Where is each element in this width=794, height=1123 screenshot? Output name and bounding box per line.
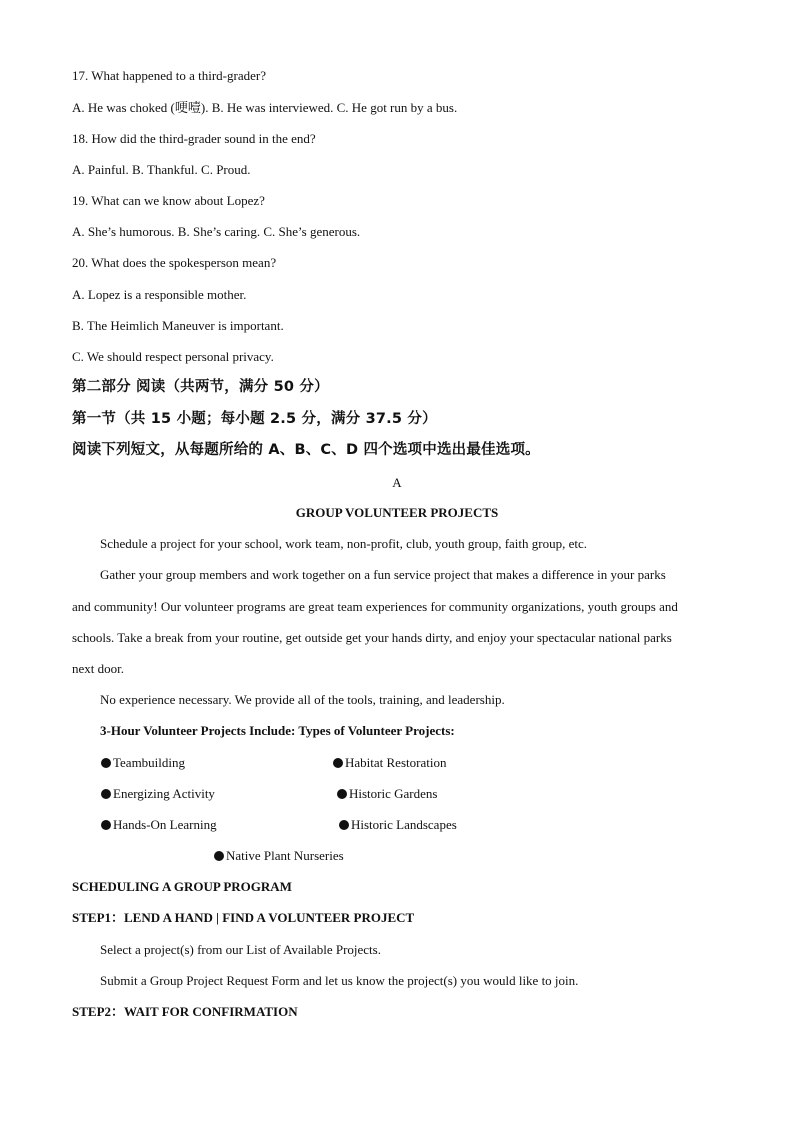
paragraph-2-line-3: schools. Take a break from your routine, get outside get your hands dirty, and enjoy your spectacular national parks bbox=[72, 630, 672, 645]
question-17-stem: 17. What happened to a third-grader? bbox=[72, 68, 266, 83]
bullet-label: Historic Landscapes bbox=[351, 817, 457, 832]
step1-line-1: Select a project(s) from our List of Available Projects. bbox=[100, 942, 381, 957]
bullet-historic-gardens bbox=[337, 786, 437, 802]
question-18-options: A. Painful. B. Thankful. C. Proud. bbox=[72, 162, 251, 177]
bullet-icon bbox=[214, 851, 224, 861]
question-19-stem: 19. What can we know about Lopez? bbox=[72, 193, 265, 208]
bullet-label: Habitat Restoration bbox=[345, 755, 447, 770]
step1-heading: STEP1：LEND A HAND | FIND A VOLUNTEER PROJECT bbox=[72, 910, 415, 925]
bullet-icon bbox=[337, 789, 347, 799]
passage-title: GROUP VOLUNTEER PROJECTS bbox=[295, 505, 499, 520]
part-title: 第二部分 阅读（共两节，满分 50 分） bbox=[72, 379, 329, 395]
bullet-icon bbox=[333, 758, 343, 768]
reading-instruction: 阅读下列短文，从每题所给的 A、B、C、D 四个选项中选出最佳选项。 bbox=[72, 442, 540, 458]
question-20-option-b: B. The Heimlich Maneuver is important. bbox=[72, 318, 284, 333]
bullet-label: Teambuilding bbox=[113, 755, 186, 770]
step2-heading: STEP2：WAIT FOR CONFIRMATION bbox=[72, 1004, 298, 1019]
include-heading: 3-Hour Volunteer Projects Include: Types of Volunteer Projects: bbox=[100, 723, 455, 738]
question-18-stem: 18. How did the third-grader sound in the end? bbox=[72, 131, 316, 146]
question-20-stem: 20. What does the spokesperson mean? bbox=[72, 255, 277, 270]
bullet-icon bbox=[101, 758, 111, 768]
paragraph-2-line-4: next door. bbox=[72, 661, 124, 676]
bullet-teambuilding bbox=[101, 755, 185, 771]
bullet-energizing-activity bbox=[101, 786, 215, 802]
bullet-label: Hands-On Learning bbox=[113, 817, 217, 832]
question-19-options: A. She’s humorous. B. She’s caring. C. She’s generous. bbox=[72, 224, 361, 239]
question-20-option-c: C. We should respect personal privacy. bbox=[72, 349, 274, 364]
question-17-options: A. He was choked (哽噎). B. He was interviewed. C. He got run by a bus. bbox=[72, 100, 458, 115]
bullet-icon bbox=[101, 789, 111, 799]
bullet-historic-landscapes bbox=[339, 817, 457, 833]
bullet-label: Native Plant Nurseries bbox=[226, 848, 344, 863]
bullet-native-plant-nurseries bbox=[214, 848, 344, 864]
paragraph-2-line-1: Gather your group members and work together on a fun service project that makes a difference in your parks bbox=[100, 567, 666, 582]
bullet-label: Historic Gardens bbox=[349, 786, 438, 801]
bullet-habitat-restoration bbox=[333, 755, 446, 771]
bullet-hands-on-learning bbox=[101, 817, 217, 833]
bullet-label: Energizing Activity bbox=[113, 786, 215, 801]
subsection-title: 第一节（共 15 小题；每小题 2.5 分，满分 37.5 分） bbox=[72, 411, 437, 427]
scheduling-heading: SCHEDULING A GROUP PROGRAM bbox=[72, 879, 292, 894]
step1-line-2: Submit a Group Project Request Form and let us know the project(s) you would like to join. bbox=[100, 973, 579, 988]
question-20-option-a: A. Lopez is a responsible mother. bbox=[72, 287, 247, 302]
bullet-icon bbox=[339, 820, 349, 830]
paragraph-3: No experience necessary. We provide all of the tools, training, and leadership. bbox=[100, 692, 505, 707]
paragraph-1: Schedule a project for your school, work team, non-profit, club, youth group, faith group, etc. bbox=[100, 536, 588, 551]
paragraph-2-line-2: and community! Our volunteer programs are great team experiences for community organizations, youth groups and bbox=[72, 599, 678, 614]
bullet-icon bbox=[101, 820, 111, 830]
passage-letter: A bbox=[392, 475, 402, 490]
